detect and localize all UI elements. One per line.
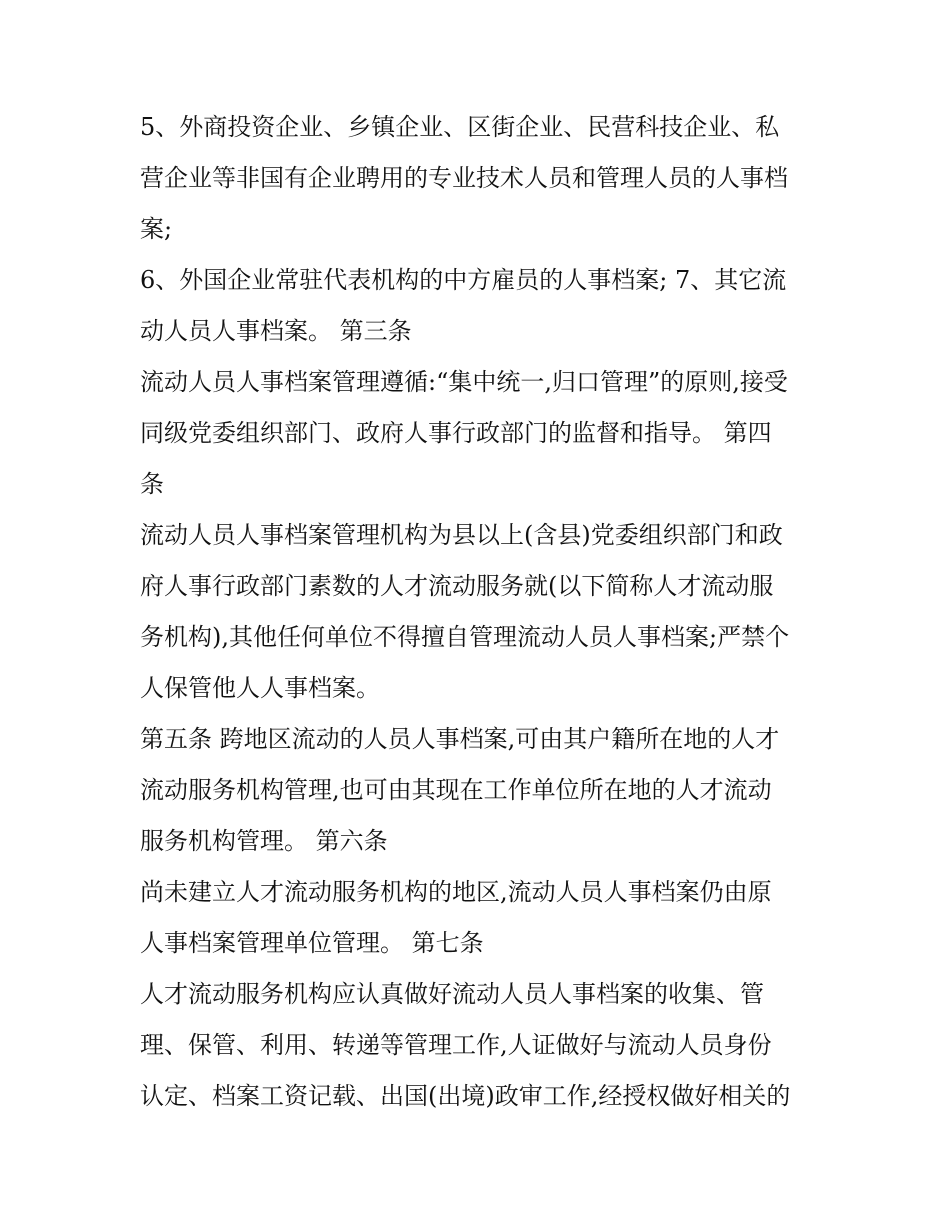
text-line: 动人员人事档案。 第三条: [140, 317, 412, 345]
text-line: 府人事行政部门素数的人才流动服务就(以下简称人才流动服: [140, 572, 774, 600]
text-line: 认定、档案工资记载、出国(出境)政审工作,经授权做好相关的: [140, 1082, 791, 1110]
text-line: 理、保管、利用、转递等管理工作,人证做好与流动人员身份: [140, 1031, 772, 1059]
document-body: [140, 102, 820, 1122]
text-line: 人保管他人人事档案。: [140, 674, 380, 702]
text-line: 服务机构管理。 第六条: [140, 827, 388, 855]
text-line: 案;: [140, 215, 173, 243]
text-line: 6、外国企业常驻代表机构的中方雇员的人事档案; 7、其它流: [140, 266, 787, 294]
text-line: 流动服务机构管理,也可由其现在工作单位所在地的人才流动: [140, 776, 772, 804]
text-line: 第五条 跨地区流动的人员人事档案,可由其户籍所在地的人才: [140, 725, 780, 753]
text-line: 人才流动服务机构应认真做好流动人员人事档案的收集、管: [140, 980, 764, 1008]
text-line: 5、外商投资企业、乡镇企业、区街企业、民营科技企业、私: [140, 113, 780, 141]
text-line: 营企业等非国有企业聘用的专业技术人员和管理人员的人事档: [140, 164, 788, 192]
text-line: 流动人员人事档案管理遵循:“集中统一,归口管理”的原则,接受: [140, 368, 788, 396]
text-line: 人事档案管理单位管理。 第七条: [140, 929, 484, 957]
text-line: 流动人员人事档案管理机构为县以上(含县)党委组织部门和政: [140, 521, 783, 549]
text-line: 务机构),其他任何单位不得擅自管理流动人员人事档案;严禁个: [140, 623, 790, 651]
text-line: 同级党委组织部门、政府人事行政部门的监督和指导。 第四: [140, 419, 772, 447]
text-line: 尚未建立人才流动服务机构的地区,流动人员人事档案仍由原: [140, 878, 772, 906]
text-line: 条: [140, 470, 164, 498]
